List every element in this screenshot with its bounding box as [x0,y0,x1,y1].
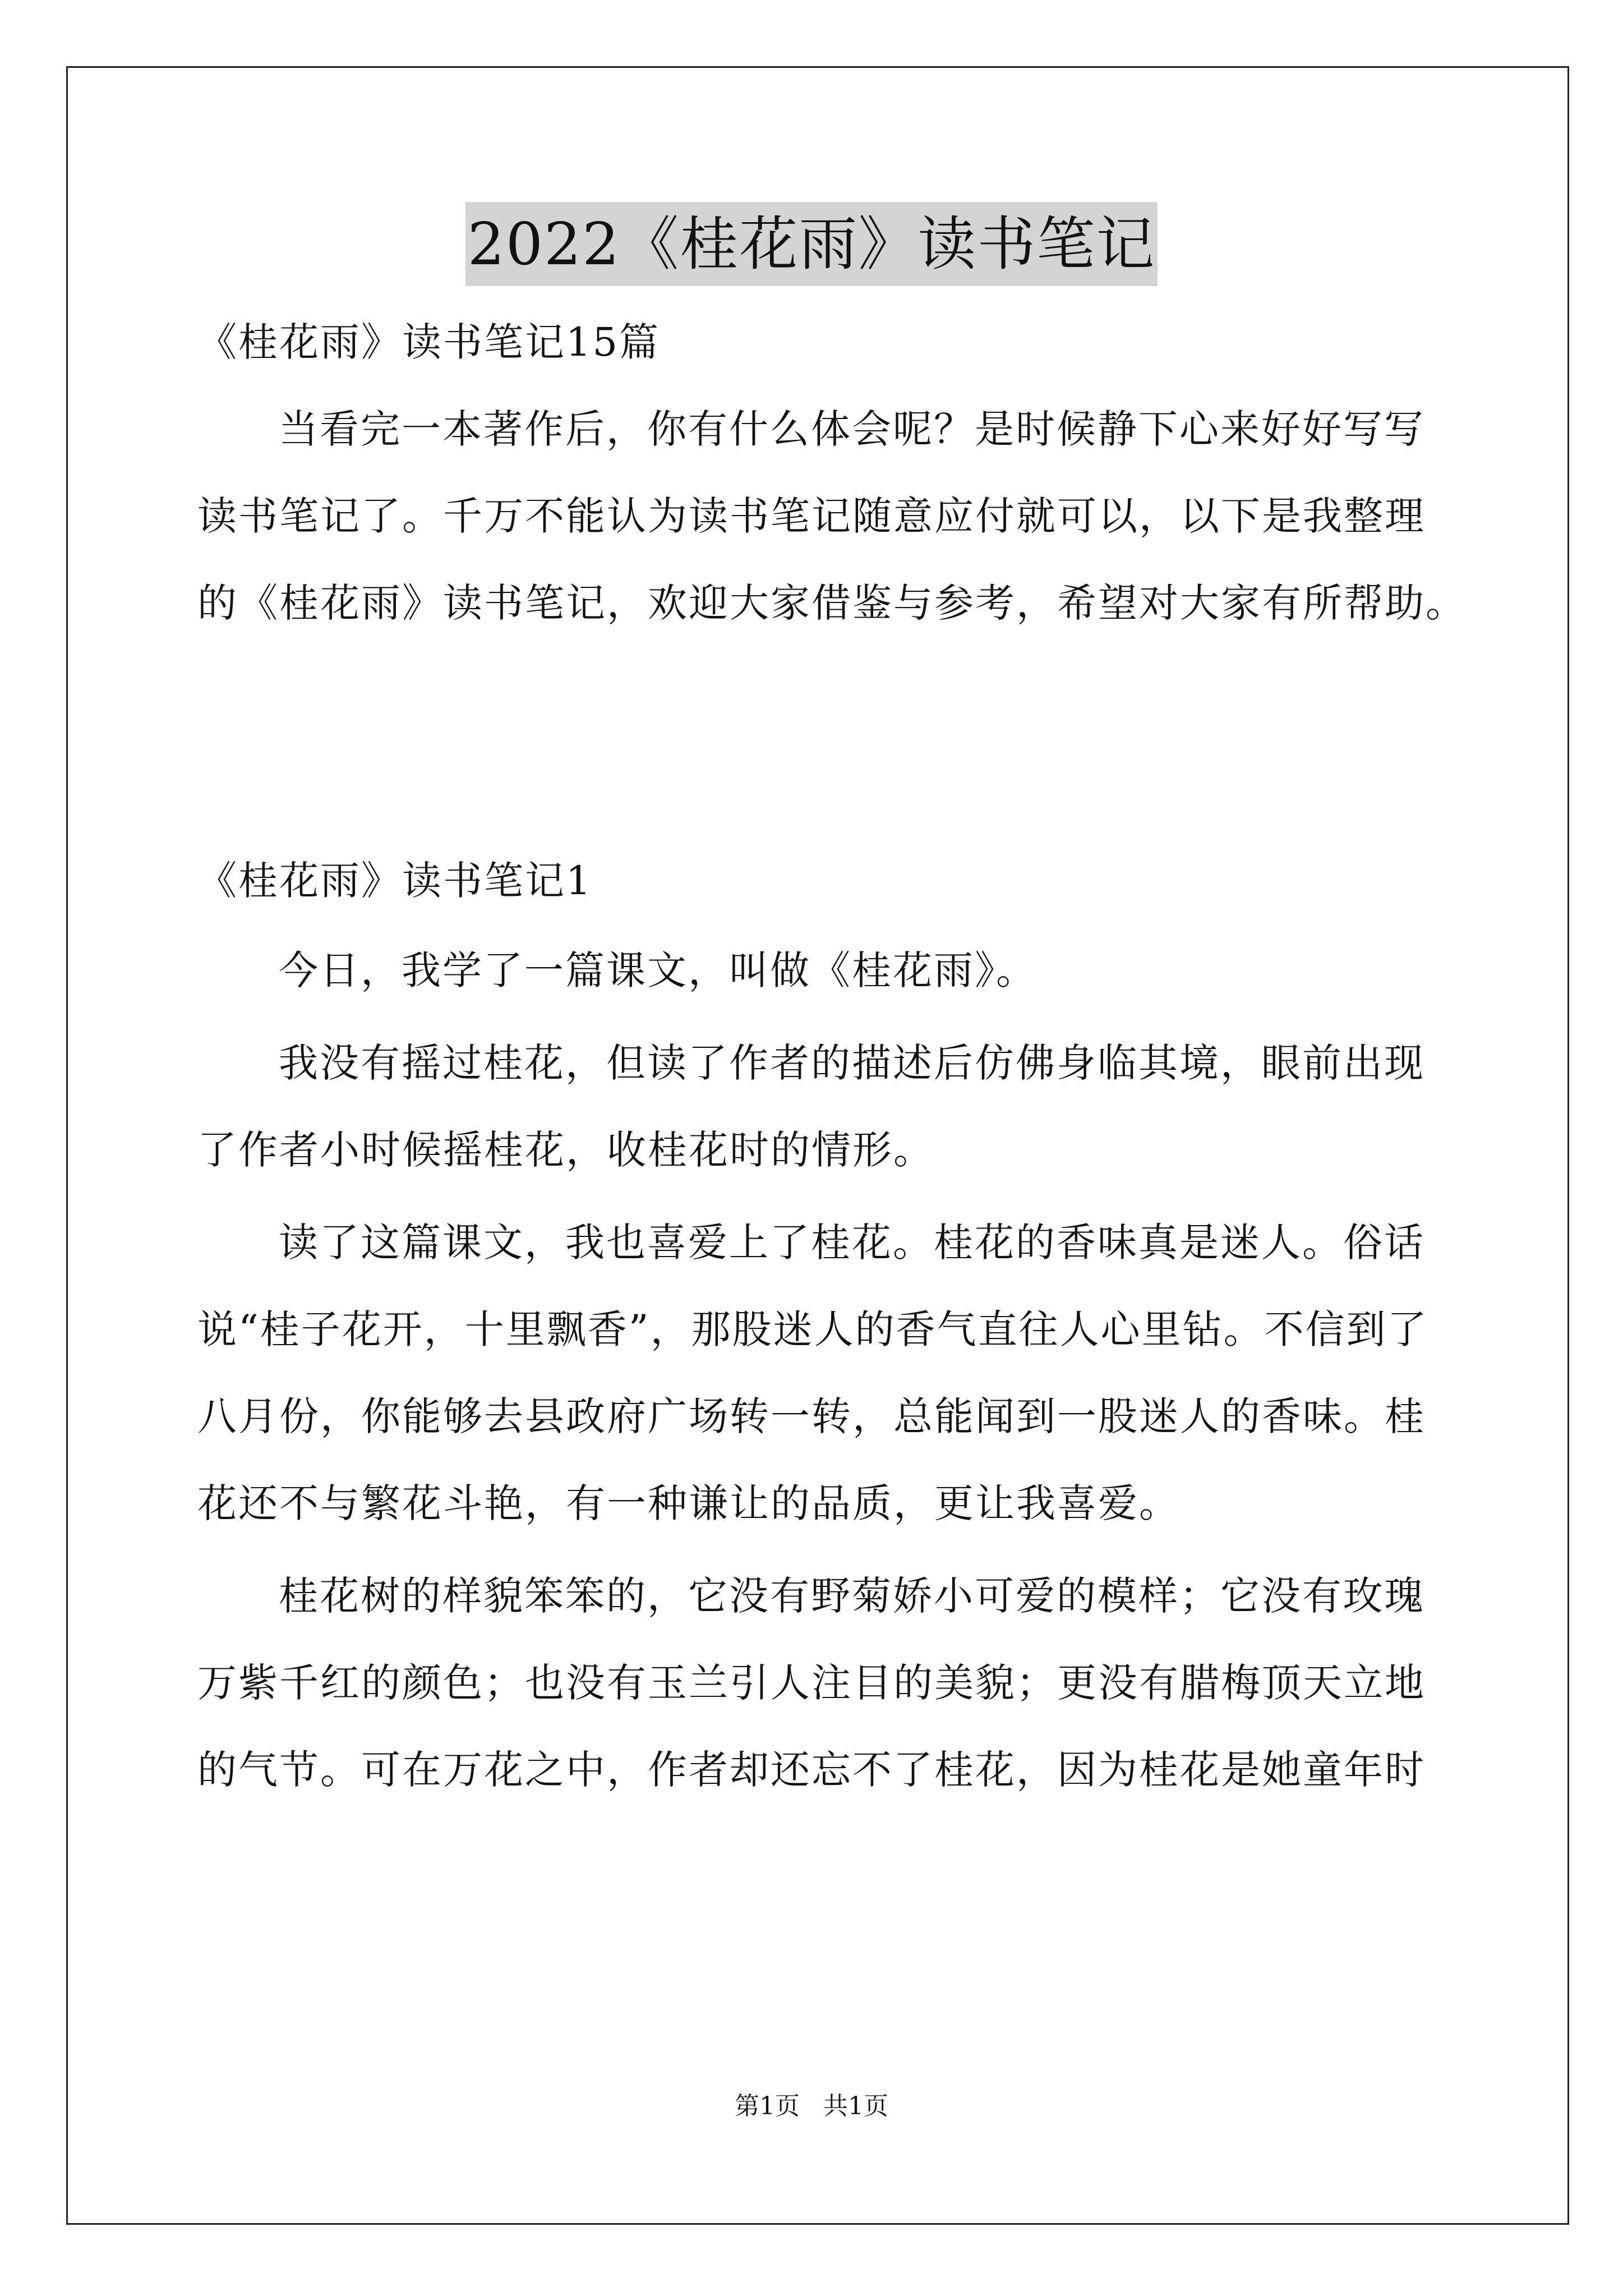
paragraph-1-line-1: 今日，我学了一篇课文，叫做《桂花雨》。 [279,947,1037,993]
paragraph-4-line-2: 万紫千红的颜色；也没有玉兰引人注目的美貌；更没有腊梅顶天立地 [197,1660,1426,1706]
intro-line-2: 读书笔记了。千万不能认为读书笔记随意应付就可以，以下是我整理 [197,493,1426,539]
document-subtitle: 《桂花雨》读书笔记15篇 [197,319,661,365]
title-wrap [0,202,1623,286]
paragraph-3-line-2: 说“桂子花开，十里飘香”，那股迷人的香气直往人心里钻。不信到了 [197,1306,1428,1352]
intro-line-1: 当看完一本著作后，你有什么体会呢？是时候静下心来好好写写 [279,406,1425,452]
document-title: 2022《桂花雨》读书笔记 [465,202,1158,286]
paragraph-3-line-3: 八月份，你能够去县政府广场转一转，总能闻到一股迷人的香味。桂 [197,1393,1426,1439]
paragraph-4-line-3: 的气节。可在万花之中，作者却还忘不了桂花，因为桂花是她童年时 [197,1747,1426,1793]
page-footer: 第1页 共1页 [735,2092,888,2120]
paragraph-2-line-2: 了作者小时候摇桂花，收桂花时的情形。 [197,1127,934,1173]
paragraph-3-line-1: 读了这篇课文，我也喜爱上了桂花。桂花的香味真是迷人。俗话 [279,1220,1425,1266]
section-heading: 《桂花雨》读书笔记1 [197,858,593,904]
paragraph-4-line-1: 桂花树的样貌笨笨的，它没有野菊娇小可爱的模样；它没有玫瑰 [279,1573,1425,1619]
paragraph-2-line-1: 我没有摇过桂花，但读了作者的描述后仿佛身临其境，眼前出现 [279,1040,1425,1086]
paragraph-3-line-4: 花还不与繁花斗艳，有一种谦让的品质，更让我喜爱。 [197,1480,1180,1526]
intro-line-3: 的《桂花雨》读书笔记，欢迎大家借鉴与参考，希望对大家有所帮助。 [197,580,1467,626]
